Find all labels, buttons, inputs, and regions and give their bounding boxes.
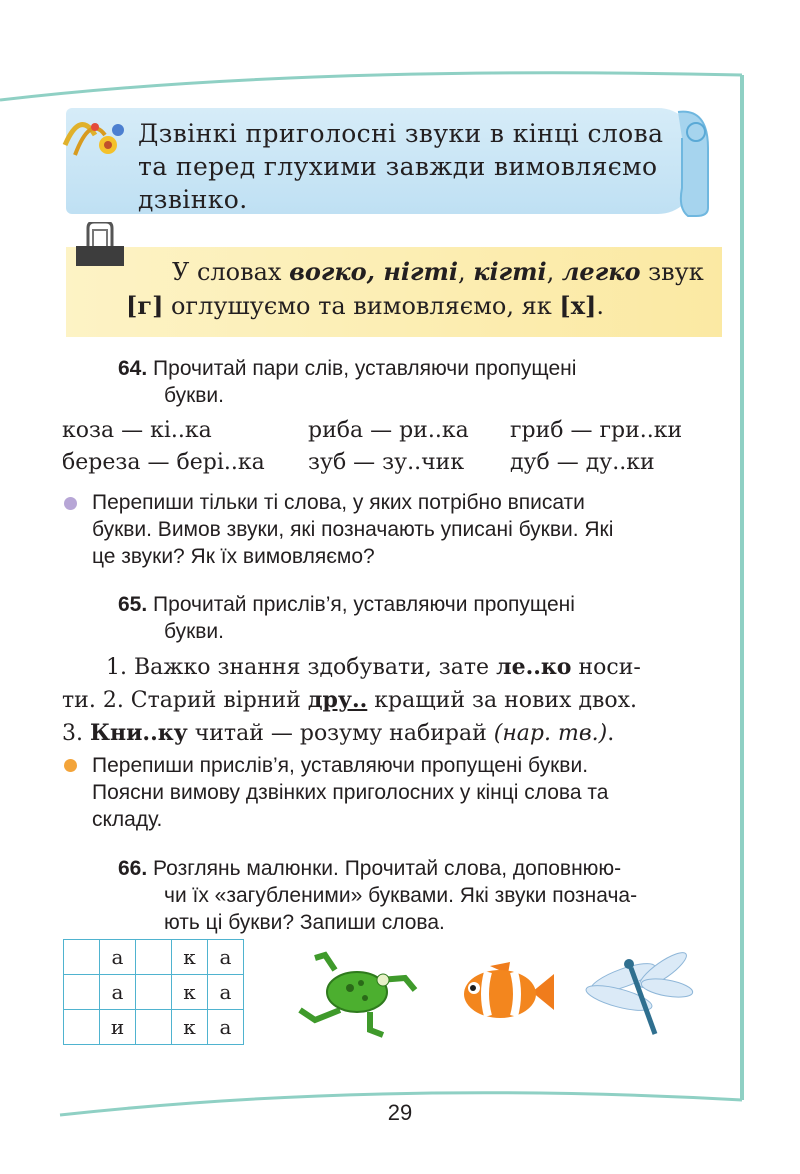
grid-cell[interactable] bbox=[64, 940, 100, 975]
word-pair: гриб — гри..ки bbox=[510, 418, 683, 443]
proverb-gap-word: Кни..ку bbox=[89, 720, 188, 746]
grid-cell[interactable] bbox=[136, 940, 172, 975]
task-text: ють ці букви? Запиши слова. bbox=[164, 911, 445, 934]
task-number: 64. bbox=[118, 357, 148, 380]
word-pairs bbox=[62, 415, 682, 479]
word-pair: риба — ри..ка bbox=[308, 418, 469, 443]
instruction-line: Перепиши тільки ті слова, у яких потрібно вписати bbox=[92, 491, 585, 514]
bullet-orange bbox=[64, 759, 77, 772]
grid-cell: и bbox=[100, 1010, 136, 1045]
grid-cell[interactable] bbox=[136, 1010, 172, 1045]
note-part: , bbox=[546, 258, 562, 286]
task-number: 66. bbox=[118, 857, 148, 880]
task-64-heading bbox=[118, 355, 718, 409]
letter-grid bbox=[63, 939, 244, 1045]
instruction-line: це звуки? Як їх вимовляємо? bbox=[92, 545, 375, 568]
grid-cell: а bbox=[208, 1010, 244, 1045]
grid-cell: к bbox=[172, 940, 208, 975]
task-number: 65. bbox=[118, 593, 148, 616]
grid-row bbox=[64, 975, 244, 1010]
proverbs bbox=[62, 651, 722, 750]
task-65-instruction bbox=[92, 752, 722, 833]
task-text: Прочитай пари слів, уставляючи пропущені bbox=[153, 357, 577, 380]
grid-row bbox=[64, 940, 244, 975]
proverb-text: . bbox=[607, 721, 615, 746]
note-bold-word: вогко, нігті bbox=[289, 257, 458, 286]
grid-cell[interactable] bbox=[64, 975, 100, 1010]
note-bold-word: легко bbox=[561, 257, 641, 286]
task-text: букви. bbox=[164, 620, 224, 643]
binder-clip-icon bbox=[76, 222, 124, 268]
rule-line: та перед глухими завжди вимовляємо bbox=[138, 152, 658, 181]
proverb-gap-word: ле..ко bbox=[496, 654, 572, 680]
grid-cell: а bbox=[208, 975, 244, 1010]
proverb-text: носи- bbox=[571, 655, 641, 680]
instruction-line: Поясни вимову дзвінких приголосних у кінці слова та bbox=[92, 781, 609, 804]
task-65-heading bbox=[118, 591, 718, 645]
proverb-text: читай — розуму набирай bbox=[187, 721, 494, 746]
sound-symbol: [г] bbox=[126, 291, 164, 320]
dragonfly-icon bbox=[585, 948, 695, 1038]
grid-cell: а bbox=[100, 940, 136, 975]
grid-cell: а bbox=[208, 940, 244, 975]
task-text: букви. bbox=[164, 384, 224, 407]
word-pair: коза — кі..ка bbox=[62, 418, 212, 443]
note-text bbox=[126, 255, 716, 323]
note-part: , bbox=[457, 258, 474, 286]
grid-row bbox=[64, 1010, 244, 1045]
flower-bouquet-icon bbox=[60, 105, 140, 165]
note-part: звук bbox=[640, 258, 704, 286]
note-bold-word: кігті bbox=[473, 257, 547, 286]
grid-cell: к bbox=[172, 1010, 208, 1045]
task-64-instruction bbox=[92, 489, 722, 570]
task-text: Прочитай прислів’я, уставляючи пропущені bbox=[153, 593, 575, 616]
note-part: . bbox=[596, 292, 605, 320]
word-pair: зуб — зу..чик bbox=[308, 450, 465, 475]
grid-cell[interactable] bbox=[64, 1010, 100, 1045]
instruction-line: букви. Вимов звуки, які позначають уписані букви. Які bbox=[92, 518, 614, 541]
grid-cell[interactable] bbox=[136, 975, 172, 1010]
fish-icon bbox=[460, 960, 555, 1025]
proverb-source: (нар. тв.) bbox=[493, 721, 608, 746]
grid-cell: к bbox=[172, 975, 208, 1010]
frog-icon bbox=[295, 950, 420, 1040]
instruction-line: складу. bbox=[92, 808, 163, 831]
word-pair: береза — бері..ка bbox=[62, 450, 265, 475]
rule-line: дзвінко. bbox=[138, 185, 248, 214]
page-number: 29 bbox=[387, 1100, 413, 1125]
task-66-heading bbox=[118, 855, 718, 936]
bullet-purple bbox=[64, 497, 77, 510]
proverb-gap-word: дру.. bbox=[307, 687, 368, 713]
rule-line: Дзвінкі приголосні звуки в кінці слова bbox=[138, 119, 664, 148]
task-text: чи їх «загубленими» буквами. Які звуки познача- bbox=[164, 884, 638, 907]
note-part: оглушуємо та вимовляємо, як bbox=[163, 292, 560, 320]
grid-cell: а bbox=[100, 975, 136, 1010]
task-text: Розглянь малюнки. Прочитай слова, доповнюю- bbox=[153, 857, 622, 880]
proverb-text: кращий за нових двох. bbox=[367, 688, 638, 713]
note-part: У словах bbox=[172, 258, 290, 286]
instruction-line: Перепиши прислів’я, уставляючи пропущені букви. bbox=[92, 754, 589, 777]
proverb-text: 1. Важко знання здобувати, зате bbox=[106, 655, 497, 680]
proverb-text: 3. bbox=[62, 721, 90, 746]
rule-text bbox=[138, 117, 678, 216]
sound-symbol: [х] bbox=[559, 291, 597, 320]
proverb-text: ти. 2. Старий вірний bbox=[62, 688, 308, 713]
word-pair: дуб — ду..ки bbox=[510, 450, 655, 475]
